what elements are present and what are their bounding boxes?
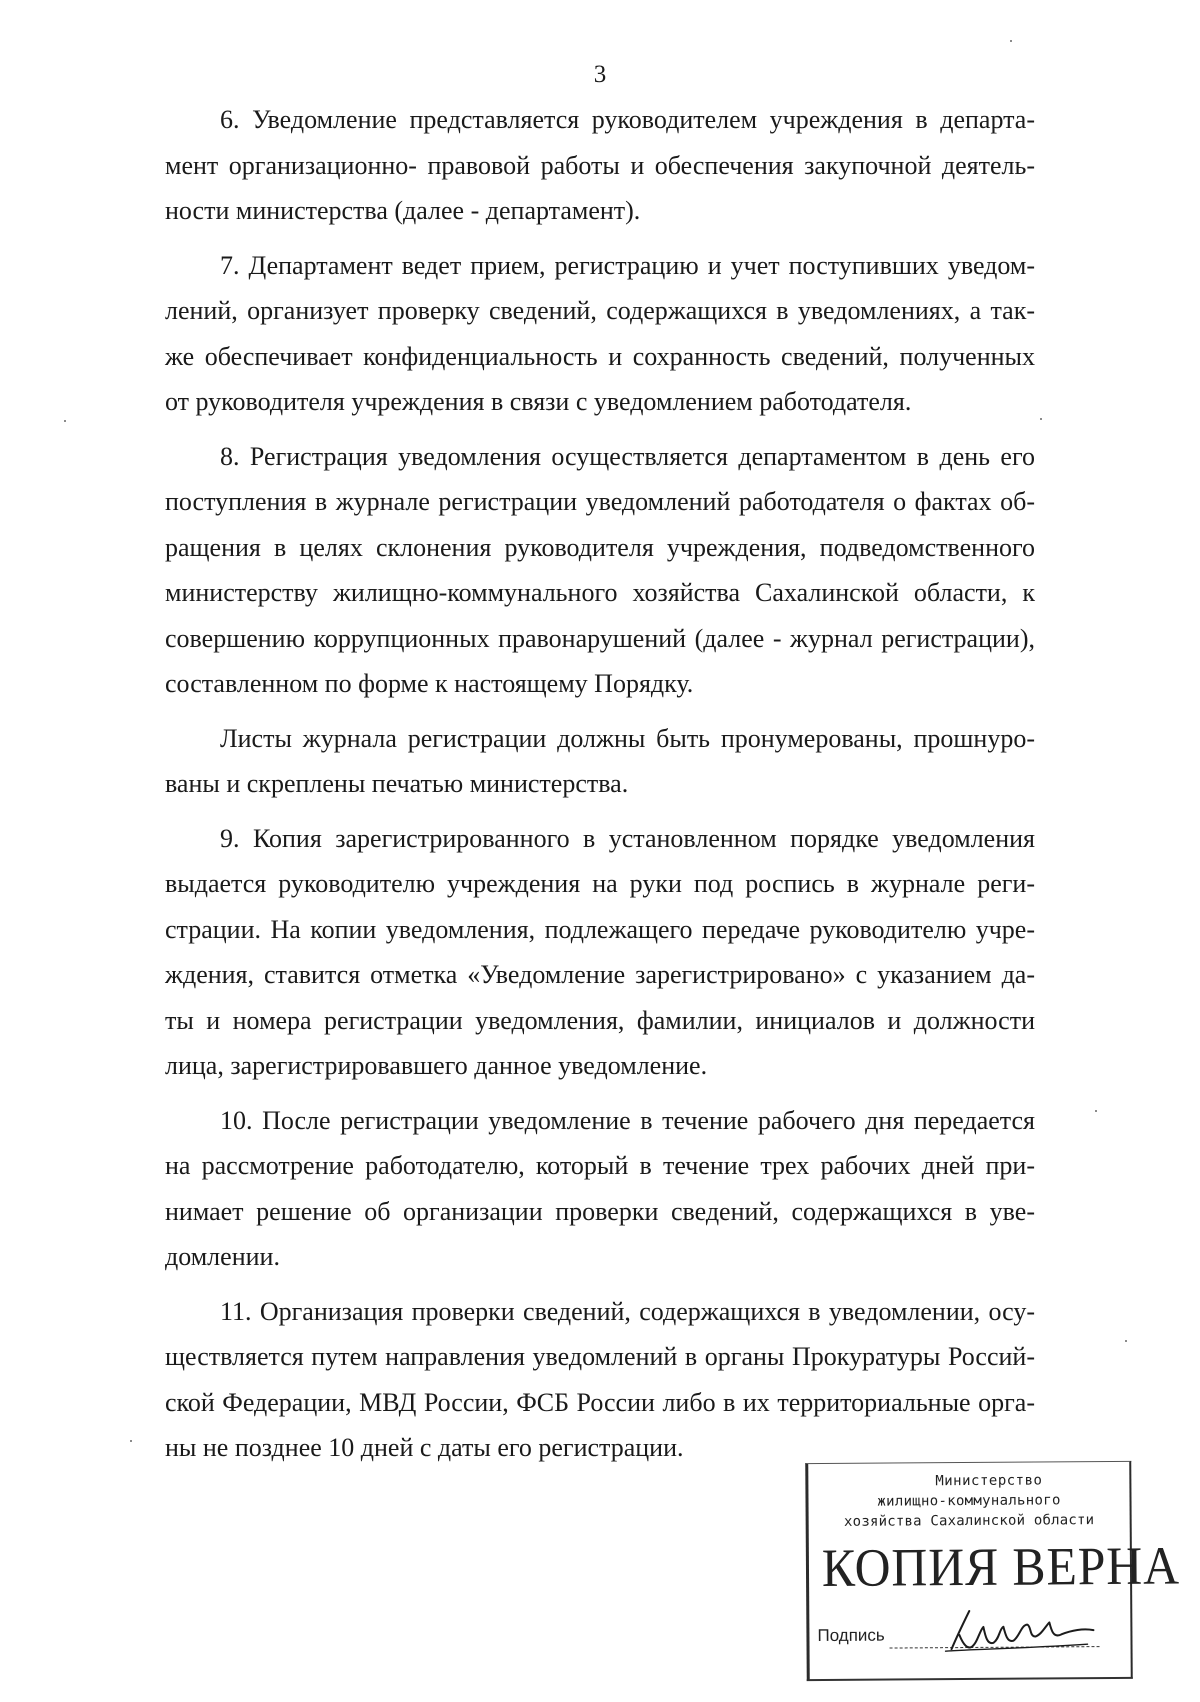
scan-speck	[1095, 1110, 1097, 1112]
stamp-org-line-3: хозяйства Сахалинской области	[843, 1512, 1095, 1530]
stamp-signature-row	[817, 1612, 1127, 1654]
scan-speck	[130, 1440, 132, 1442]
copy-certified-stamp	[805, 1461, 1181, 1681]
paragraph-8-continued: Листы журнала регистрации должны быть пронумерованы, прошнуро-ваны и скреплены печатью министерства.	[165, 723, 1035, 798]
stamp-signature-label: Подпись	[817, 1625, 885, 1646]
scan-speck	[1010, 40, 1012, 42]
paragraph-11: 11. Организация проверки сведений, содержащихся в уведомлении, осу-ществляется путем направления уведомлений в органы Прокуратуры Россий-ской Федерации, МВД России, ФСБ России либо в их территориальные орга-ны не позднее 10 дней с даты его регистрации.	[165, 1296, 1035, 1462]
paragraph-6: 6. Уведомление представляется руководителем учреждения в департа-мент организационно- правовой работы и обеспечения закупочной деятель-ности министерства (далее - департамент).	[165, 105, 1035, 225]
scan-speck	[1040, 418, 1042, 420]
document-body	[165, 97, 1035, 1471]
paragraph-8: 8. Регистрация уведомления осуществляется департаментом в день его поступления в журнале регистрации уведомлений работодателя о фактах об-ращения в целях склонения руководителя учреждения, подведомственного министерству жилищно-коммунального хозяйства Сахалинской области, к совершению коррупционных правонарушений (далее - журнал регистрации), составленном по форме к настоящему Порядку.	[165, 441, 1035, 698]
page-number: 3	[593, 61, 607, 88]
stamp-org-line-1: Министерство	[935, 1472, 1043, 1490]
paragraph-7: 7. Департамент ведет прием, регистрацию и учет поступивших уведом-лений, организует проверку сведений, содержащихся в уведомлениях, а так-же обеспечивает конфиденциальность и сохранность сведений, полученных от руководителя учреждения в связи с уведомлением работодателя.	[165, 250, 1035, 416]
stamp-title: КОПИЯ ВЕРНА	[821, 1535, 1181, 1599]
paragraph-9: 9. Копия зарегистрированного в установленном порядке уведомления выдается руководителю учреждения на руки под роспись в журнале реги-страции. На копии уведомления, подлежащего передаче руководителю учре-ждения, ставится отметка «Уведомление зарегистрировано» с указанием да-ты и номера регистрации уведомления, фамилии, инициалов и должности лица, зарегистрировавшего данное уведомление.	[165, 823, 1035, 1080]
scan-speck	[1125, 1340, 1127, 1342]
stamp-org-line-2: жилищно-коммунального	[877, 1492, 1061, 1510]
handwritten-signature	[937, 1604, 1097, 1657]
paragraph-10: 10. После регистрации уведомление в течение рабочего дня передается на рассмотрение работодателю, который в течение трех рабочих дней при-нимает решение об организации проверки сведений, содержащихся в уве-домлении.	[165, 1105, 1035, 1271]
scan-speck	[64, 420, 66, 422]
